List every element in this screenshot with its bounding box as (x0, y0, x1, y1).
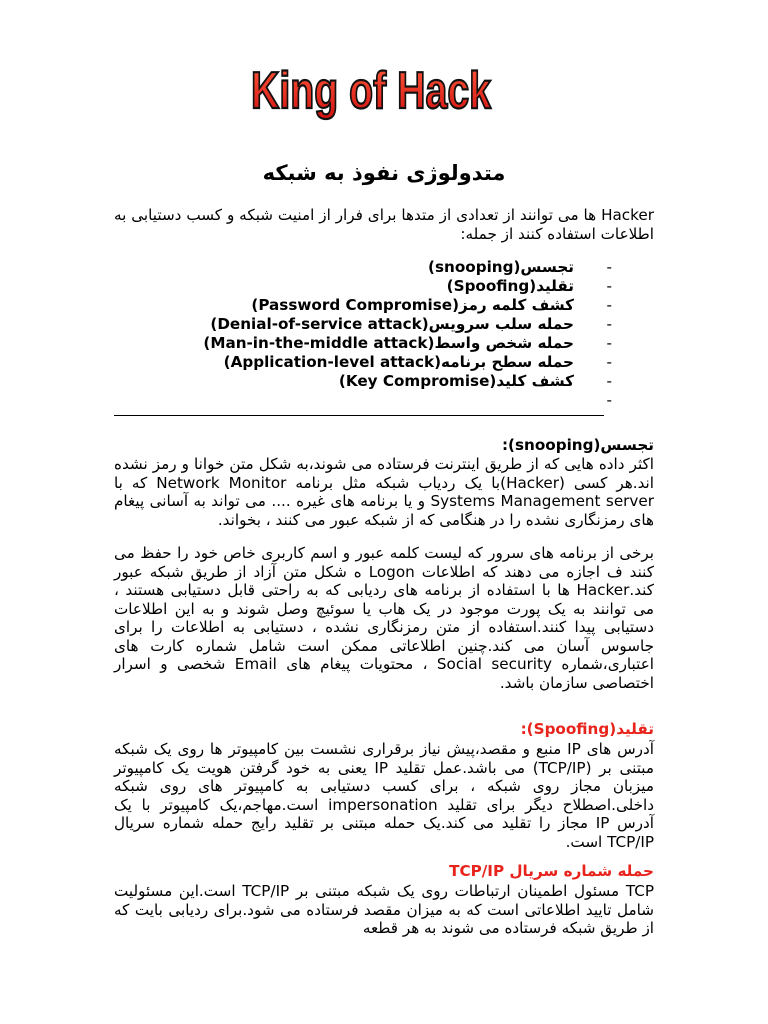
attack-list (114, 258, 634, 410)
list-item: - حمله سطح برنامه(Application-level attack) (223, 353, 612, 371)
king-of-hack-logo (248, 58, 494, 122)
list-item: - تجسس(snooping) (428, 258, 612, 276)
logo-text: King of Hack (251, 62, 492, 120)
snooping-paragraph-2: برخی از برنامه های سرور که لیست کلمه عبور و اسم کاربری خاص خود را حفظ می کنند ف اجازه می دهند که اطلاعات Logon ه شکل متن آزاد از طریق شبکه عبور کند.Hacker ها با استفاده از برنامه های ردیابی که به راحتی قابل دستیابی هستند ، می توانند به یک پورت موجود در یک هاب یا سوئیچ وصل شوند و به این اطلاعات دستیابی پیدا کنند.استفاده از متن رمزنگاری نشده ، دستیابی به اطلاعات را برای جاسوس آسان می کند.چنین اطلاعاتی ممکن است شامل شماره کارت های اعتباری،شماره Social security ، محتویات پیغام های Email شخصی و اسرار اختصاصی سازمان باشد. (114, 544, 654, 692)
tcpip-paragraph: TCP مسئول اطمینان ارتباطات روی یک شبکه مبتنی بر TCP/IP است.این مسئولیت شامل تایید اطلاعاتی است که به میزان مقصد فرستاده می شود.برای ردیابی بایت که از طریق شبکه فرستاده می شوند به هر قطعه (114, 882, 655, 937)
spoofing-paragraph: آدرس های IP منبع و مقصد،پیش نیاز برقراری نشست بین کامپیوتر ها روی یک شبکه مبتنی بر (TCP/IP) می باشد.عمل تقلید IP یعنی به خود گرفتن هویت یک کامپیوتر میزبان مجاز روی شبکه ، برای کسب دستیابی به کامپیوتر های روی شبکه داخلی.اصطلاح دیگر برای تقلید impersonation است.مهاجم،یک کامپیوتر با یک آدرس IP مجاز را تقلید می کند.یک حمله مبتنی بر تقلید رایج حمله شماره سریال TCP/IP است. (114, 740, 654, 851)
list-item: - کشف کلید(Key Compromise) (338, 372, 612, 390)
spoofing-heading: تقلید(Spoofing): (520, 720, 654, 738)
list-item: - کشف کلمه رمز(Password Compromise) (251, 296, 612, 314)
snooping-paragraph-1: اکثر داده هایی که از طریق اینترنت فرستاده می شوند،به شکل متن خوانا و رمز نشده اند.هر کسی (Hacker)با یک ردیاب شبکه مثل برنامه Network Monitor که با Systems Management server و یا برنامه های غیره .... می تواند به آسانی پیغام های رمزنگاری نشده را در هنگامی که از شبکه عبور می کنند ، بخواند. (114, 455, 655, 529)
intro-paragraph: Hacker ها می توانند از تعدادی از متدها برای فرار از امنیت شبکه و کسب دستیابی به اطلاعات استفاده کنند از جمله: (114, 206, 654, 243)
list-item: - حمله شخص واسط(Man-in-the-middle attack) (203, 334, 612, 352)
divider (114, 415, 604, 416)
snooping-heading: تجسس(snooping): (501, 436, 654, 454)
list-item: - حمله سلب سرویس(Denial-of-service attack) (210, 315, 612, 333)
list-item: - (606, 391, 612, 409)
list-item: - تقلید(Spoofing) (446, 277, 612, 295)
page-title: متدولوژی نفوذ به شبکه (262, 161, 506, 185)
tcpip-heading: حمله شماره سریال TCP/IP (449, 862, 654, 880)
